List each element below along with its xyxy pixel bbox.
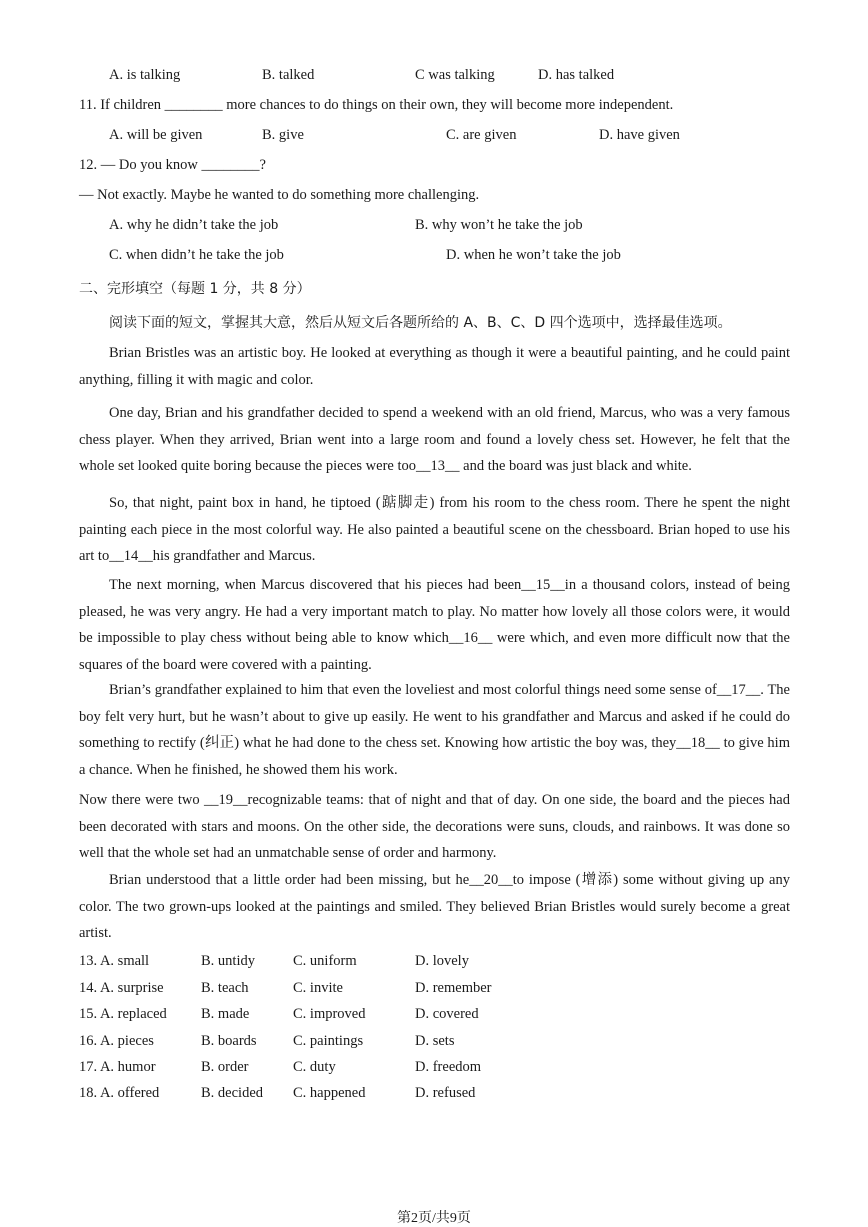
passage-text: Brian understood that a little order had been missing, but he__20__to impose (增添) some without giving up any color. The two grown-ups looked at the paintings and smiled. They believed Brian Bristles would surely become a great artist.	[79, 872, 790, 941]
choice-16-a: 16. A. pieces	[79, 1033, 154, 1049]
choice-13-b: B. untidy	[201, 953, 255, 969]
choice-14-d: D. remember	[415, 980, 492, 996]
choice-15-c: C. improved	[293, 1006, 366, 1022]
choice-13-c: C. uniform	[293, 953, 357, 969]
choice-13-a: 13. A. small	[79, 953, 150, 969]
choice-16-b: B. boards	[201, 1033, 257, 1049]
choice-18-a: 18. A. offered	[79, 1085, 160, 1101]
passage-paragraph-6	[79, 787, 790, 867]
section-instruction: 阅读下面的短文，掌握其大意，然后从短文后各题所给的 A、B、C、D 四个选项中，选择最佳选项。	[109, 315, 732, 331]
choice-14-a: 14. A. surprise	[79, 980, 164, 996]
q12-stem: 12. — Do you know ________?	[79, 157, 266, 173]
choice-17-a: 17. A. humor	[79, 1059, 156, 1075]
choice-14-b: B. teach	[201, 980, 249, 996]
q11-option-d: D. have given	[599, 127, 680, 143]
passage-text: Brian’s grandfather explained to him that even the loveliest and most colorful things need some sense of__17__. The boy felt very hurt, but he wasn’t about to give up easily. He went to his grandfather and Marcus and asked if he could do something to rectify (纠正) what he had done to the chess set. Knowing how artistic the boy was, they__18__ to give him a chance. When he finished, he showed them his work.	[79, 682, 790, 778]
choice-13-d: D. lovely	[415, 953, 469, 969]
choice-16-c: C. paintings	[293, 1033, 364, 1049]
q12-option-c: C. when didn’t he take the job	[109, 247, 284, 263]
choice-14-c: C. invite	[293, 980, 343, 996]
q11-stem: 11. If children ________ more chances to do things on their own, they will become more independent.	[79, 97, 674, 113]
q11-option-c: C. are given	[446, 127, 517, 143]
passage-paragraph-4	[79, 572, 790, 678]
passage-text: One day, Brian and his grandfather decided to spend a weekend with an old friend, Marcus, who was a very famous chess player. When they arrived, Brian went into a large room and found a lovely chess set. However, he felt that the whole set looked quite boring because the pieces were too__13__ and the board was just black and white.	[79, 405, 790, 474]
q10-option-d: D. has talked	[538, 67, 615, 83]
choice-15-d: D. covered	[415, 1006, 479, 1022]
choice-18-d: D. refused	[415, 1085, 476, 1101]
passage-text: Brian Bristles was an artistic boy. He looked at everything as though it were a beautiful painting, and he could paint anything, filling it with magic and color.	[79, 345, 790, 388]
choice-17-d: D. freedom	[415, 1059, 482, 1075]
passage-text: The next morning, when Marcus discovered that his pieces had been__15__in a thousand colors, instead of being pleased, he was very angry. He had a very important match to play. No matter how lovely all those colors were, it would be impossible to play chess without being able to know which__16__ were which, and even more difficult now that the squares of the board were covered with a painting.	[79, 577, 790, 673]
passage-paragraph-1	[79, 340, 790, 393]
q12-option-d: D. when he won’t take the job	[446, 247, 621, 263]
section-heading: 二、完形填空（每题 1 分，共 8 分）	[79, 281, 311, 297]
q12-option-b: B. why won’t he take the job	[415, 217, 583, 233]
passage-text: Now there were two __19__recognizable teams: that of night and that of day. On one side, the board and the pieces had been decorated with stars and moons. On the other side, the decorations were suns, clouds, and rainbows. It was done so well that the whole set had an unmatchable sense of order and harmony.	[79, 792, 790, 861]
q10-option-b: B. talked	[262, 67, 315, 83]
choice-17-c: C. duty	[293, 1059, 336, 1075]
choice-16-d: D. sets	[415, 1033, 455, 1049]
choice-18-c: C. happened	[293, 1085, 366, 1101]
q10-option-a: A. is talking	[109, 67, 181, 83]
page-number-footer: 第2页/共9页	[397, 1211, 471, 1226]
passage-paragraph-3	[79, 490, 790, 570]
choice-15-b: B. made	[201, 1006, 250, 1022]
q10-option-c: C was talking	[415, 67, 495, 83]
q12-option-a: A. why he didn’t take the job	[109, 217, 279, 233]
q12-reply: — Not exactly. Maybe he wanted to do something more challenging.	[79, 187, 480, 203]
passage-paragraph-5	[79, 677, 790, 783]
passage-text: So, that night, paint box in hand, he tiptoed (踮脚走) from his room to the chess room. There he spent the night painting each piece in the most colorful way. He also painted a beautiful scene on the chessboard. Brian hoped to use his art to__14__his grandfather and Marcus.	[79, 495, 790, 564]
passage-paragraph-2	[79, 400, 790, 480]
choice-18-b: B. decided	[201, 1085, 264, 1101]
q11-option-a: A. will be given	[109, 127, 203, 143]
q11-option-b: B. give	[262, 127, 304, 143]
choice-15-a: 15. A. replaced	[79, 1006, 167, 1022]
passage-paragraph-7	[79, 867, 790, 947]
choice-17-b: B. order	[201, 1059, 249, 1075]
